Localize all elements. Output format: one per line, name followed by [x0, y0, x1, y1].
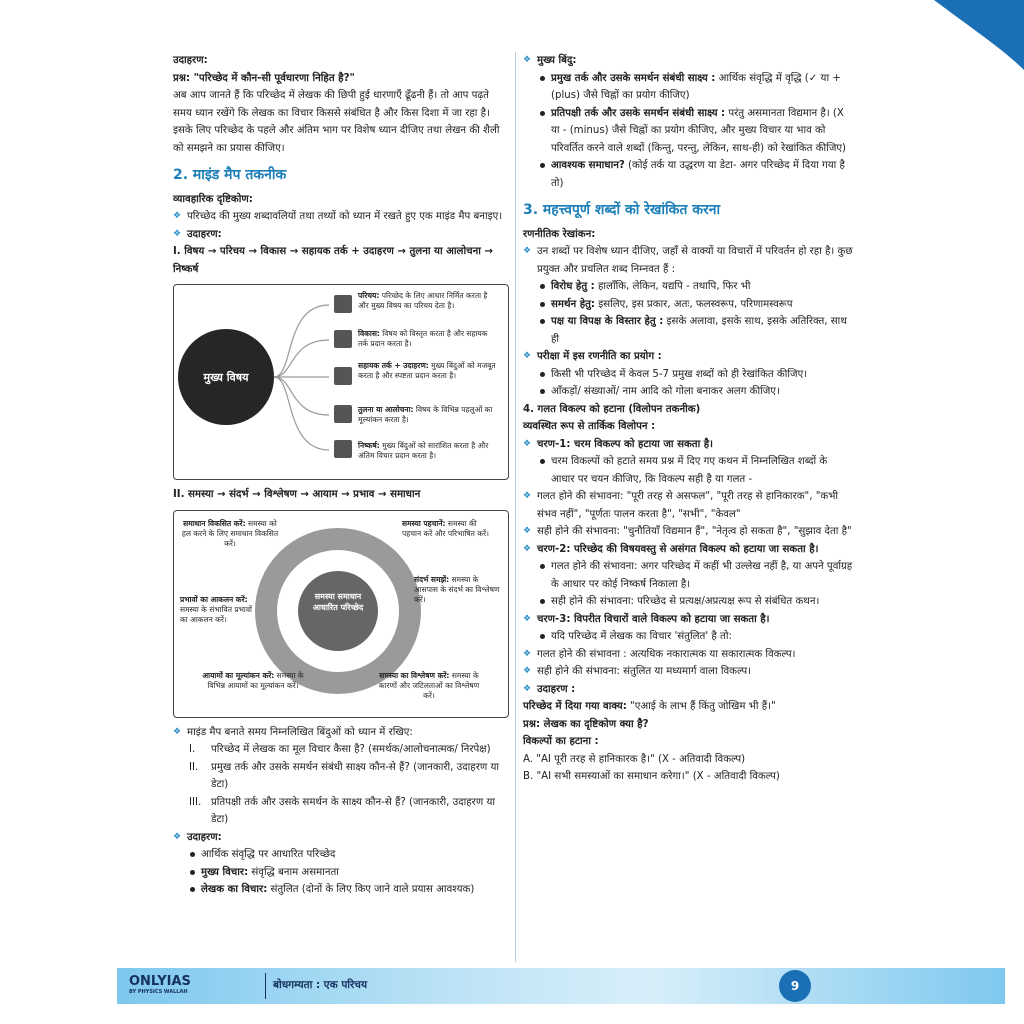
mind-map-item: विकास: विषय को विस्तृत करता है और सहायक तर्क प्रदान करता है।: [358, 329, 488, 348]
dot-item: विरोध हेतु : हालाँकि, लेकिन, यद्यपि - तथापि, फिर भी: [523, 278, 853, 296]
dot-item: चरम विकल्पों को हटाते समय प्रश्न में दिए गए कथन में निम्नलिखित शब्दों के आधार पर चयन कीजिए, कि विकल्प सही है या गलत -: [523, 453, 853, 488]
dot-item: प्रतिपक्षी तर्क और उसके समर्थन संबंधी साक्ष्य : परंतु असमानता विद्यमान है। (X या - (minus) जैसे चिह्नों का प्रयोग कीजिए, और मुख्य विचार या भाव को परिवर्तित करने वाले शब्दों (किन्तु, परन्तु, लेकिन, साथ-ही) को रेखांकित कीजिए): [523, 105, 853, 158]
mind-map-item: परिचय: परिच्छेद के लिए आधार निर्मित करता है और मुख्य विषय का परिचय देता है।: [358, 291, 488, 310]
bullet: ❖ माइंड मैप बनाते समय निम्नलिखित बिंदुओं को ध्यान में रखिए:: [173, 724, 509, 742]
bullet: ❖ चरण-3: विपरीत विचारों वाले विकल्प को हटाया जा सकता है।: [523, 611, 853, 629]
dot-item: आवश्यक समाधान? (कोई तर्क या उद्धरण या डेटा- अगर परिच्छेद में दिया गया है तो): [523, 157, 853, 192]
dot-item: पक्ष या विपक्ष के विस्तार हेतु : इसके अलावा, इसके साथ, इसके अतिरिक्त, साथ ही: [523, 313, 853, 348]
flow-line: II. समस्या → संदर्भ → विश्लेषण → आयाम → प्रभाव → समाधान: [173, 489, 421, 500]
dot-item: प्रमुख तर्क और उसके समर्थन संबंधी साक्ष्य : आर्थिक संवृद्धि में वृद्धि (✓ या +(plus) जैसे चिह्नों का प्रयोग कीजिए): [523, 70, 853, 105]
subheading: विकल्पों का हटाना :: [523, 736, 599, 747]
footer-divider: [265, 973, 266, 999]
right-column: [523, 52, 853, 786]
option-a: A. "AI पूरी तरह से हानिकारक है।" (X - अतिवादी विकल्प): [523, 753, 746, 765]
bullet: ❖ गलत होने की संभावना: "पूरी तरह से असफल", "पूरी तरह से हानिकारक", "कभी संभव नहीं", "पूर्णतः पालन करता है", "सभी", "केवल": [523, 488, 853, 523]
column-divider: [515, 52, 516, 962]
paragraph: अब आप जानते हैं कि परिच्छेद में लेखक की छिपी हुई धारणाएँ ढूँढनी हैं। तो आप पढ़ते समय ध्यान रखेंगे कि लेखक का विचार किससे संबंधित है और किस दिशा में जा रहा है। इसके लिए परिच्छेद के पहले और अंतिम भाग पर विशेष ध्यान दीजिए तथा लेखन की शैली को समझने का प्रयास कीजिए।: [173, 90, 500, 154]
section-heading-2: 2. माइंड मैप तकनीक: [173, 167, 287, 183]
roman-item: I. परिच्छेद में लेखक का मूल विचार कैसा है? (समर्थक/आलोचनात्मक/ निरपेक्ष): [189, 744, 491, 755]
bullet: ❖ उदाहरण:: [173, 226, 509, 244]
bullet: ❖ गलत होने की संभावना : अत्यधिक नकारात्मक या सकारात्मक विकल्प।: [523, 646, 853, 664]
example-sentence: परिच्छेद में दिया गया वाक्य: "एआई के लाभ हैं किंतु जोखिम भी हैं।": [523, 701, 776, 712]
logo: ONLYIAS BY PHYSICS WALLAH: [129, 974, 191, 995]
subheading: रणनीतिक रेखांकन:: [523, 228, 596, 240]
subheading: व्यावहारिक दृष्टिकोण:: [173, 193, 253, 205]
question: प्रश्न: "परिच्छेद में कौन-सी पूर्वधारणा निहित है?": [173, 72, 355, 84]
roman-item: II. प्रमुख तर्क और उसके समर्थन संबंधी साक्ष्य कौन-से हैं? (जानकारी, उदाहरण या डेटा): [189, 761, 500, 790]
bullet: ❖ सही होने की संभावना: संतुलित या मध्यमार्ग वाला विकल्प।: [523, 663, 853, 681]
cycle-step: संदर्भ समझें: समस्या के आसपास के संदर्भ का विश्लेषण करें।: [414, 574, 500, 604]
cycle-step: प्रभावों का आकलन करें: समस्या के संभावित प्रभावों का आकलन करें।: [180, 594, 252, 624]
bullet: ❖ उदाहरण :: [523, 681, 853, 699]
roman-item: III. प्रतिपक्षी तर्क और उसके समर्थन के साक्ष्य कौन-से हैं? (जानकारी, उदाहरण या डेटा): [189, 796, 495, 825]
problem-cycle-diagram: [173, 510, 509, 718]
page-number: 9: [779, 970, 811, 1002]
cycle-step: समस्या का विश्लेषण करें: समस्या के कारणों और जटिलताओं का विश्लेषण करें।: [378, 670, 480, 700]
bullet: ❖ परीक्षा में इस रणनीति का प्रयोग :: [523, 348, 853, 366]
flow-line: I. विषय → परिचय → विकास → सहायक तर्क + उदाहरण → तुलना या आलोचना → निष्कर्ष: [173, 246, 493, 275]
dot-item: आँकड़ों/ संख्याओं/ नाम आदि को गोला बनाकर अलग कीजिए।: [523, 383, 853, 401]
question: प्रश्न: लेखक का दृष्टिकोण क्या है?: [523, 718, 649, 730]
section-heading-4: 4. गलत विकल्प को हटाना (विलोपन तकनीक): [523, 403, 701, 415]
subheading: व्यवस्थित रूप से तार्किक विलोपन :: [523, 421, 656, 432]
corner-decoration: [894, 0, 1024, 70]
option-b: B. "AI सभी समस्याओं का समाधान करेगा।" (X - अतिवादी विकल्प): [523, 771, 780, 782]
dot-item: यदि परिच्छेद में लेखक का विचार 'संतुलित' है तो:: [523, 628, 853, 646]
example-label: उदाहरण:: [173, 55, 208, 66]
bullet: ❖ चरण-1: चरम विकल्प को हटाया जा सकता है।: [523, 436, 853, 454]
section-heading-3: 3. महत्त्वपूर्ण शब्दों को रेखांकित करना: [523, 202, 721, 218]
left-column: [173, 52, 509, 899]
mind-map-item: सहायक तर्क + उदाहरण: मुख्य बिंदुओं को मजबूत करता है और स्पष्टता प्रदान करता है।: [358, 361, 496, 380]
dot-item: आर्थिक संवृद्धि पर आधारित परिच्छेद: [173, 846, 509, 864]
cycle-step: आयामों का मूल्यांकन करें: समस्या के विभिन्न आयामों का मूल्यांकन करें।: [202, 670, 304, 690]
cycle-center: समस्या समाधान आधारित परिच्छेद: [312, 591, 364, 612]
mind-map-item: निष्कर्ष: मुख्य बिंदुओं को सारांशित करता है और अंतिम विचार प्रदान करता है।: [358, 441, 489, 460]
cycle-step: समाधान विकसित करें: समस्या को हल करने के लिए समाधान विकसित करें।: [181, 518, 279, 548]
mind-map-center: मुख्य विषय: [203, 371, 249, 384]
cycle-step: समस्या पहचानें: समस्या की पहचान करें और परिभाषित करें।: [402, 518, 489, 538]
bullet: ❖ सही होने की संभावना: "चुनौतियाँ विद्यमान हैं", "नेतृत्व हो सकता है", "सुझाव देता है": [523, 523, 853, 541]
dot-item: मुख्य विचार: संवृद्धि बनाम असमानता: [173, 864, 509, 882]
page-footer: [117, 968, 1005, 1004]
bullet: ❖ उन शब्दों पर विशेष ध्यान दीजिए, जहाँ से वाक्यों या विचारों में परिवर्तन हो रहा है। कुछ प्रयुक्त और प्रचलित शब्द निम्नवत हैं :: [523, 243, 853, 278]
dot-item: किसी भी परिच्छेद में केवल 5-7 प्रमुख शब्दों को ही रेखांकित कीजिए।: [523, 366, 853, 384]
bullet: ❖ परिच्छेद की मुख्य शब्दावलियों तथा तथ्यों को ध्यान में रखते हुए एक माइंड मैप बनाइए।: [173, 208, 509, 226]
bullet: ❖ चरण-2: परिच्छेद की विषयवस्तु से असंगत विकल्प को हटाया जा सकता है।: [523, 541, 853, 559]
dot-item: समर्थन हेतु: इसलिए, इस प्रकार, अतः, फलस्वरूप, परिणामस्वरूप: [523, 296, 853, 314]
mind-map-diagram: [173, 284, 509, 480]
dot-item: लेखक का विचार: संतुलित (दोनों के लिए किए जाने वाले प्रयास आवश्यक): [173, 881, 509, 899]
footer-title: बोधगम्यता : एक परिचय: [273, 979, 368, 991]
bullet: ❖ मुख्य बिंदु:: [523, 52, 853, 70]
bullet: ❖ उदाहरण:: [173, 829, 509, 847]
dot-item: गलत होने की संभावना: अगर परिच्छेद में कहीं भी उल्लेख नहीं है, या अपने पूर्वाग्रह के आधार पर कोई निष्कर्ष निकाला है।: [523, 558, 853, 593]
mind-map-item: तुलना या आलोचना: विषय के विभिन्न पहलुओं का मूल्यांकन करता है।: [358, 405, 493, 424]
dot-item: सही होने की संभावना: परिच्छेद से प्रत्यक्ष/अप्रत्यक्ष रूप से संबंधित कथन।: [523, 593, 853, 611]
